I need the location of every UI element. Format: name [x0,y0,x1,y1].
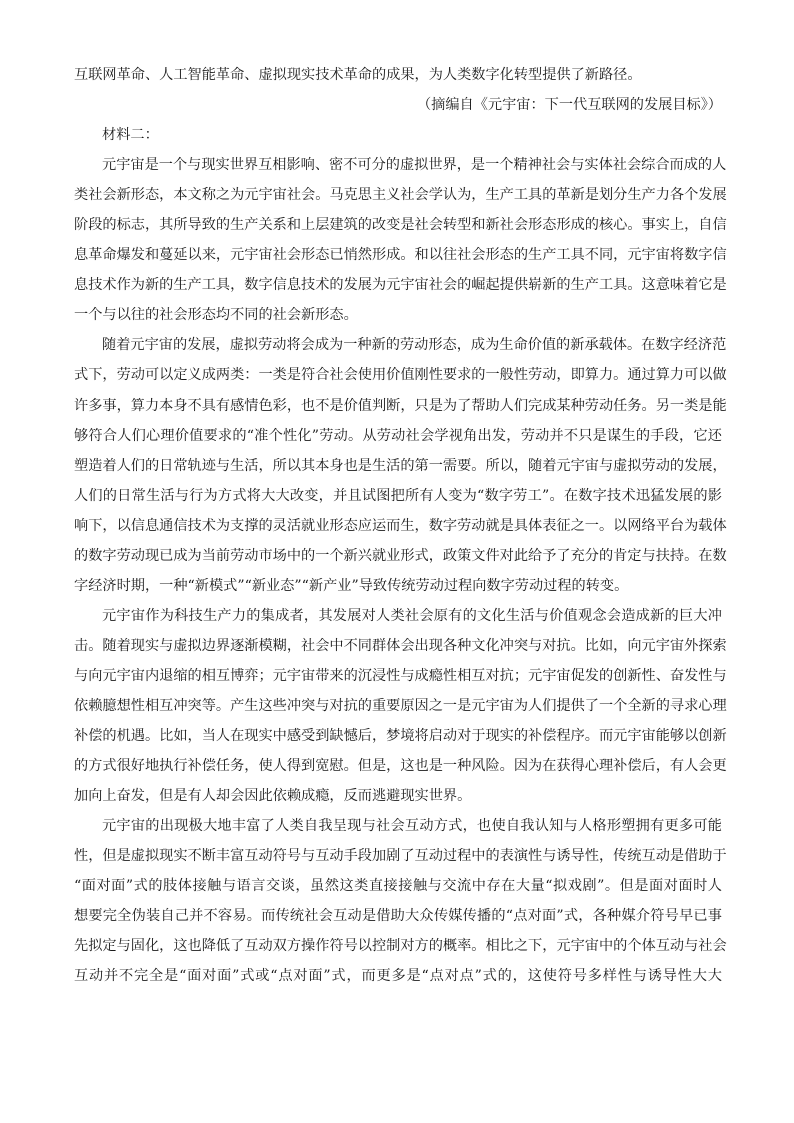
text-line: 想要完全伪装自己并不容易。而传统社会互动是借助大众传媒传播的“点对面”式，各种媒介符号早已事 [74,908,722,925]
text-line: 一个与以往的社会形态均不同的社会新形态。 [74,307,358,324]
text-line: 够符合人们心理价值要求的“准个性化”劳动。从劳动社会学视角出发，劳动并不只是谋生的手段，它还 [74,427,722,444]
text-line: 元宇宙的出现极大地丰富了人类自我呈现与社会互动方式，也使自我认知与人格形塑拥有更多可能 [102,818,722,835]
text-line: 性，但是虚拟现实不断丰富互动符号与互动手段加剧了互动过程中的表演性与诱导性，传统互动是借助于 [74,848,727,865]
text-line: 互联网革命、人工智能革命、虚拟现实技术革命的成果，为人类数字化转型提供了新路径。 [74,67,642,83]
text-line: 息革命爆发和蔓延以来，元宇宙社会形态已悄然形成。和以往社会形态的生产工具不同，元宇宙将数字信 [74,247,727,264]
text-line: 元宇宙作为科技生产力的集成者，其发展对人类社会原有的文化生活与价值观念会造成新的巨大冲 [102,607,722,624]
text-line: 元宇宙是一个与现实世界互相影响、密不可分的虚拟世界，是一个精神社会与实体社会综合而成的人 [102,157,727,174]
text-line: 人们的日常生活与行为方式将大大改变，并且试图把所有人变为“数字劳工”。在数字技术迅猛发展的影 [74,487,722,504]
text-line: 互动并不完全是“面对面”式或“点对面”式，而更多是“点对点”式的，这使符号多样性与诱导性大大 [74,968,722,985]
text-line: 击。随着现实与虚拟边界逐渐模糊，社会中不同群体会出现各种文化冲突与对抗。比如，向元宇宙外探索 [74,637,727,654]
document-body [74,60,727,991]
text-line: 息技术作为新的生产工具，数字信息技术的发展为元宇宙社会的崛起提供崭新的生产工具。这意味着它是 [74,277,727,294]
text-line: 的数字劳动现已成为当前劳动市场中的一个新兴就业形式，政策文件对此给予了充分的肯定与扶持。在数 [74,547,727,564]
text-line: 式下，劳动可以定义成两类：一类是符合社会使用价值刚性要求的一般性劳动，即算力。通过算力可以做 [74,367,727,384]
text-line: 材料二： [102,127,159,144]
text-line: 响下，以信息通信技术为支撑的灵活就业形态应运而生，数字劳动就是具体表征之一。以网络平台为载体 [74,517,727,534]
text-line: （摘编自《元宇宙：下一代互联网的发展目标》） [416,97,722,114]
text-line: 与向元宇宙内退缩的相互博弈；元宇宙带来的沉浸性与成瘾性相互对抗；元宇宙促发的创新性、奋发性与 [74,667,727,684]
text-line: 的方式很好地执行补偿任务，使人得到宽慰。但是，这也是一种风险。因为在获得心理补偿后，有人会更 [74,758,727,775]
text-line: 先拟定与固化，这也降低了互动双方操作符号以控制对方的概率。相比之下，元宇宙中的个体互动与社会 [74,938,727,955]
text-line: 许多事，算力本身不具有感情色彩，也不是价值判断，只是为了帮助人们完成某种劳动任务。另一类是能 [74,397,727,414]
text-line: 依赖臆想性相互冲突等。产生这些冲突与对抗的重要原因之一是元宇宙为人们提供了一个全新的寻求心理 [74,697,727,714]
text-line: “面对面”式的肢体接触与语言交谈，虽然这类直接接触与交流中存在大量“拟戏剧”。但是面对面时人 [74,878,722,895]
text-line: 随着元宇宙的发展，虚拟劳动将会成为一种新的劳动形态，成为生命价值的新承载体。在数字经济范 [102,337,727,354]
text-line: 类社会新形态，本文称之为元宇宙社会。马克思主义社会学认为，生产工具的革新是划分生产力各个发展 [74,187,727,204]
text-line: 塑造着人们的日常轨迹与生活，所以其本身也是生活的第一需要。所以，随着元宇宙与虚拟劳动的发展， [74,457,727,474]
text-line: 阶段的标志，其所导致的生产关系和上层建筑的改变是社会转型和新社会形态形成的核心。事实上，自信 [74,217,727,234]
text-line: 加向上奋发，但是有人却会因此依赖成瘾，反而逃避现实世界。 [74,788,472,805]
text-line: 补偿的机遇。比如，当人在现实中感受到缺憾后，梦境将启动对于现实的补偿程序。而元宇宙能够以创新 [74,728,727,745]
text-line: 字经济时期，一种“新模式”“新业态”“新产业”导致传统劳动过程向数字劳动过程的转变。 [74,577,629,594]
